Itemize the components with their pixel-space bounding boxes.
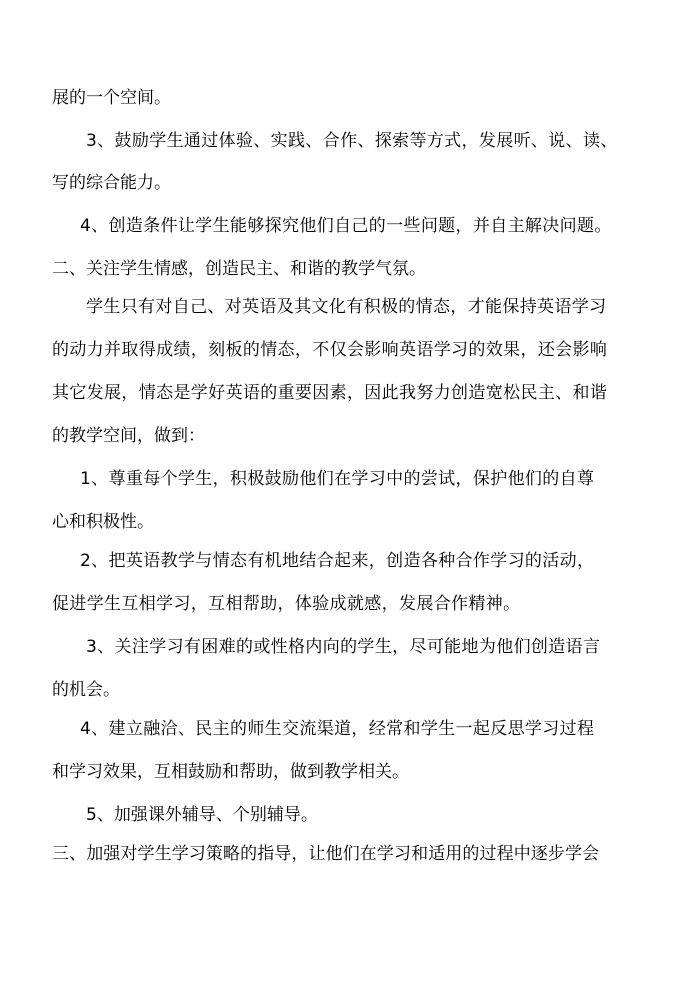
list-item-3b-line-1: 3、关注学习有困难的或性格内向的学生，尽可能地为他们创造语言 (86, 637, 601, 657)
paragraph-line: 的动力并取得成绩，刻板的情态，不仅会影响英语学习的效果，还会影响 (52, 340, 608, 360)
text-line: 展的一个空间。 (52, 88, 171, 108)
paragraph-line: 的教学空间，做到： (52, 426, 205, 446)
list-item-3b-line-2: 的机会。 (52, 680, 120, 700)
list-item-4b-line-2: 和学习效果，互相鼓励和帮助，做到教学相关。 (52, 762, 409, 782)
list-item-5-line-1: 5、加强课外辅导、个别辅导。 (86, 805, 318, 825)
section-heading-2: 二、关注学生情感，创造民主、和谐的教学气氛。 (52, 259, 426, 279)
paragraph-line: 其它发展，情态是学好英语的重要因素，因此我努力创造宽松民主、和谐 (52, 383, 608, 403)
list-item-4-line-1: 4、创造条件让学生能够探究他们自己的一些问题，并自主解决问题。 (80, 216, 612, 236)
list-item-3-line-1: 3、鼓励学生通过体验、实践、合作、探索等方式，发展听、说、读、 (86, 131, 618, 151)
list-item-3-line-2: 写的综合能力。 (52, 173, 171, 193)
list-item-1-line-2: 心和积极性。 (52, 512, 154, 532)
paragraph-line: 学生只有对自己、对英语及其文化有积极的情态，才能保持英语学习 (86, 297, 607, 317)
list-item-4b-line-1: 4、建立融洽、民主的师生交流渠道，经常和学生一起反思学习过程 (80, 719, 595, 739)
list-item-2-line-2: 促进学生互相学习，互相帮助，体验成就感，发展合作精神。 (52, 594, 521, 614)
list-item-2-line-1: 2、把英语教学与情态有机地结合起来，创造各种合作学习的活动， (80, 551, 595, 571)
list-item-1-line-1: 1、尊重每个学生，积极鼓励他们在学习中的尝试，保护他们的自尊 (80, 469, 595, 489)
section-heading-3: 三、加强对学生学习策略的指导，让他们在学习和适用的过程中逐步学会 (52, 844, 600, 864)
